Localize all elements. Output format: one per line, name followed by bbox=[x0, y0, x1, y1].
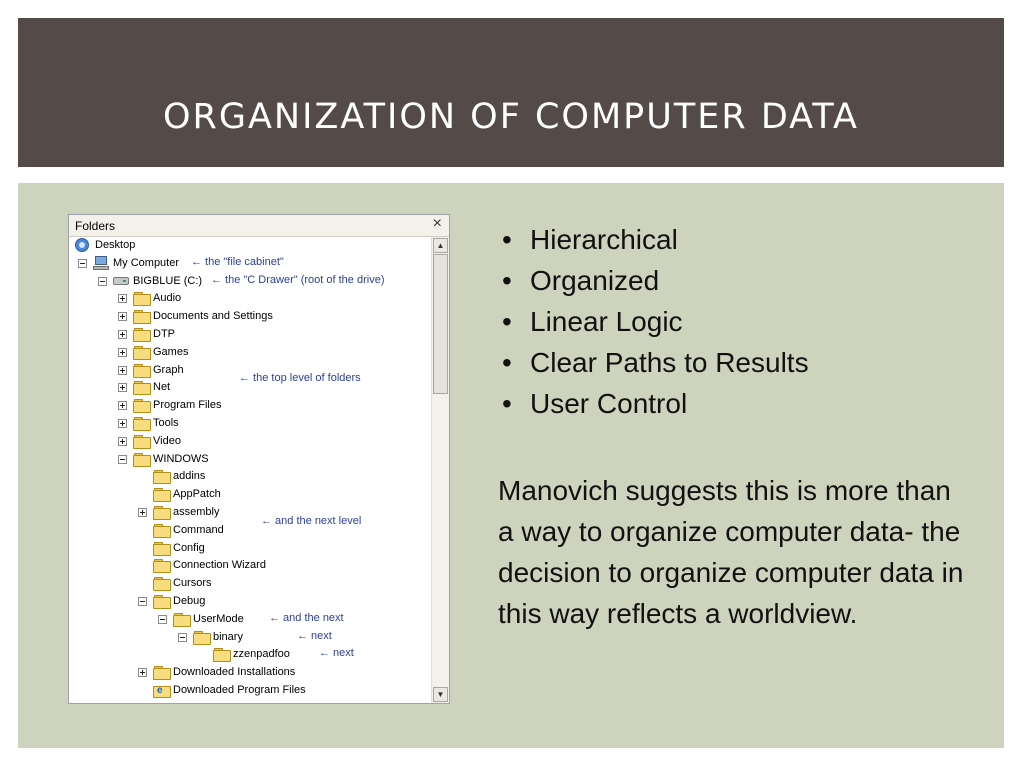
expand-toggle[interactable] bbox=[118, 366, 127, 375]
bullet-dot: • bbox=[502, 306, 512, 337]
bullet-item bbox=[498, 347, 978, 388]
tree-row[interactable] bbox=[69, 255, 431, 273]
desktop-icon bbox=[75, 238, 89, 252]
folder-body bbox=[173, 615, 191, 627]
bullet-text: Clear Paths to Results bbox=[530, 347, 809, 378]
tree-item-label: Video bbox=[153, 434, 181, 447]
bullet-item bbox=[498, 224, 978, 265]
folder-icon bbox=[133, 328, 150, 341]
tree-item-label: Documents and Settings bbox=[153, 310, 273, 323]
collapse-toggle[interactable] bbox=[118, 455, 127, 464]
tree-item-label: Desktop bbox=[95, 239, 136, 251]
folder-body bbox=[133, 437, 151, 449]
bullet-item bbox=[498, 265, 978, 306]
annotation-note: ← the "file cabinet" bbox=[191, 255, 284, 268]
folder-icon bbox=[193, 631, 210, 644]
slide-title: ORGANIZATION OF COMPUTER DATA bbox=[162, 97, 859, 137]
folder-body bbox=[153, 668, 171, 680]
tree-item-label: My Computer bbox=[113, 256, 180, 269]
tree-row[interactable] bbox=[69, 308, 431, 326]
expand-toggle[interactable] bbox=[118, 348, 127, 357]
tree-item-label: DTP bbox=[153, 328, 175, 340]
web-badge-glyph: e bbox=[157, 685, 163, 696]
tree-row[interactable] bbox=[69, 344, 431, 362]
folder-body bbox=[153, 561, 171, 573]
folder-body bbox=[133, 383, 151, 395]
tree-item-label: Tools bbox=[153, 417, 179, 429]
folder-icon bbox=[133, 435, 150, 448]
folder-icon bbox=[133, 453, 150, 466]
folder-icon bbox=[153, 506, 170, 519]
bullet-list bbox=[498, 224, 978, 429]
annotation-top-level: ← the top level of folders bbox=[239, 371, 361, 384]
expand-toggle[interactable] bbox=[138, 668, 147, 677]
web-badge bbox=[153, 684, 169, 697]
folder-icon bbox=[153, 524, 170, 537]
bullet-dot: • bbox=[502, 347, 512, 378]
tree-item-label: Cursors bbox=[173, 577, 212, 590]
computer-icon bbox=[93, 256, 109, 270]
tree-row[interactable] bbox=[69, 593, 431, 611]
folder-body bbox=[133, 294, 151, 306]
expand-toggle[interactable] bbox=[118, 330, 127, 339]
tree-item-label: Debug bbox=[173, 595, 206, 607]
tree-row[interactable] bbox=[69, 415, 431, 433]
folder-icon bbox=[153, 595, 170, 608]
expand-toggle[interactable] bbox=[118, 437, 127, 446]
tree-row[interactable] bbox=[69, 629, 431, 647]
collapse-toggle[interactable] bbox=[78, 259, 87, 268]
tree-row[interactable] bbox=[69, 273, 431, 291]
tree-row[interactable] bbox=[69, 326, 431, 344]
folder-body bbox=[133, 455, 151, 467]
tree-item-label: Downloaded Program Files bbox=[173, 684, 306, 696]
drive-icon bbox=[113, 277, 129, 285]
bullet-item bbox=[498, 388, 978, 429]
folder-body bbox=[133, 401, 151, 413]
scrollbar-thumb[interactable] bbox=[433, 254, 448, 394]
folder-icon bbox=[133, 417, 150, 430]
tree-item-label: AppPatch bbox=[173, 488, 221, 501]
tree-item-label: Config bbox=[173, 541, 205, 554]
folder-body bbox=[133, 419, 151, 431]
tree-item-label: Net bbox=[153, 381, 171, 394]
tree-item-label: Program Files bbox=[153, 399, 222, 412]
tree-row[interactable] bbox=[69, 575, 431, 593]
tree-row[interactable] bbox=[69, 540, 431, 558]
folder-icon bbox=[133, 292, 150, 305]
scroll-up-button[interactable]: ▲ bbox=[433, 238, 448, 253]
tree-row[interactable] bbox=[69, 433, 431, 451]
folder-icon bbox=[133, 310, 150, 323]
computer-screen bbox=[95, 256, 107, 265]
tree-item-label: Command bbox=[173, 523, 224, 536]
folder-body bbox=[133, 348, 151, 360]
tree-item-label: assembly bbox=[173, 506, 220, 518]
folder-icon bbox=[153, 666, 170, 679]
folder-icon bbox=[133, 364, 150, 377]
tree-row[interactable] bbox=[69, 397, 431, 415]
folder-icon bbox=[153, 559, 170, 572]
tree-item-label: addins bbox=[173, 470, 206, 483]
folders-pane bbox=[68, 214, 450, 704]
folder-icon bbox=[153, 470, 170, 483]
folders-header bbox=[69, 215, 449, 237]
tree-item-label: Audio bbox=[153, 292, 182, 305]
title-bar bbox=[18, 18, 1004, 167]
folder-icon bbox=[173, 613, 190, 626]
bullet-dot: • bbox=[502, 224, 512, 255]
tree-item-label: binary bbox=[213, 630, 243, 643]
folder-icon bbox=[213, 648, 230, 661]
folder-body bbox=[133, 312, 151, 324]
collapse-toggle[interactable] bbox=[138, 597, 147, 606]
tree-item-label: UserMode bbox=[193, 612, 244, 625]
folder-body bbox=[133, 366, 151, 378]
tree-row[interactable] bbox=[69, 646, 431, 664]
folder-icon bbox=[153, 577, 170, 590]
tree-item-label: Connection Wizard bbox=[173, 559, 266, 572]
tree-row[interactable] bbox=[69, 290, 431, 308]
folder-body bbox=[193, 633, 211, 645]
bullet-text: Hierarchical bbox=[530, 224, 678, 255]
web-folder-icon bbox=[153, 684, 170, 697]
computer-base bbox=[93, 266, 109, 270]
tree-item-label: Graph bbox=[153, 363, 184, 376]
folder-body bbox=[133, 330, 151, 342]
expand-toggle[interactable] bbox=[118, 401, 127, 410]
scroll-down-button[interactable]: ▼ bbox=[433, 687, 448, 702]
folder-icon bbox=[133, 381, 150, 394]
tree-row[interactable] bbox=[69, 504, 431, 522]
folders-label: Folders bbox=[75, 219, 116, 233]
folder-icon bbox=[133, 346, 150, 359]
bullet-item bbox=[498, 306, 978, 347]
tree-row[interactable] bbox=[69, 664, 431, 682]
annotation-note: ← the "C Drawer" (root of the drive) bbox=[211, 273, 385, 286]
tree-item-label: WINDOWS bbox=[153, 452, 209, 465]
annotation-note: ← and the next bbox=[269, 611, 344, 624]
tree-row[interactable] bbox=[69, 611, 431, 629]
tree-row[interactable] bbox=[69, 468, 431, 486]
folder-icon bbox=[133, 399, 150, 412]
folder-icon bbox=[153, 542, 170, 555]
collapse-toggle[interactable] bbox=[178, 633, 187, 642]
tree-row[interactable] bbox=[69, 522, 431, 540]
tree-row[interactable] bbox=[69, 557, 431, 575]
expand-toggle[interactable] bbox=[138, 508, 147, 517]
tree-item-label: zzenpadfoo bbox=[233, 648, 290, 661]
folder-icon bbox=[153, 488, 170, 501]
annotation-note: ← next bbox=[297, 629, 332, 642]
folder-body bbox=[153, 544, 171, 556]
annotation-next-level: ← and the next level bbox=[261, 515, 362, 527]
folder-body bbox=[153, 508, 171, 520]
body-paragraph: Manovich suggests this is more than a way to organize computer data- the decision to organize computer data in this way reflects a worldview. bbox=[498, 475, 964, 629]
folder-body bbox=[153, 526, 171, 538]
annotation-note: ← next bbox=[319, 647, 354, 660]
tree-row[interactable] bbox=[69, 451, 431, 469]
bullet-text: Organized bbox=[530, 265, 660, 296]
tree-row[interactable] bbox=[69, 237, 431, 255]
folder-body bbox=[153, 579, 171, 591]
expand-toggle[interactable] bbox=[118, 312, 127, 321]
bullet-dot: • bbox=[502, 265, 512, 296]
tree-row[interactable] bbox=[69, 682, 431, 700]
bullet-text: Linear Logic bbox=[530, 306, 683, 337]
close-icon[interactable]: × bbox=[432, 215, 442, 232]
tree-row[interactable] bbox=[69, 486, 431, 504]
tree-item-label: Downloaded Installations bbox=[173, 666, 296, 679]
folder-body bbox=[153, 472, 171, 484]
folder-tree bbox=[69, 237, 431, 703]
folder-body bbox=[213, 650, 231, 662]
expand-toggle[interactable] bbox=[118, 383, 127, 392]
collapse-toggle[interactable] bbox=[158, 615, 167, 624]
expand-toggle[interactable] bbox=[118, 294, 127, 303]
vertical-scrollbar[interactable] bbox=[431, 237, 449, 703]
collapse-toggle[interactable] bbox=[98, 277, 107, 286]
expand-toggle[interactable] bbox=[118, 419, 127, 428]
tree-item-label: Games bbox=[153, 345, 189, 358]
folder-body bbox=[153, 490, 171, 502]
folder-body bbox=[153, 597, 171, 609]
tree-item-label: BIGBLUE (C:) bbox=[133, 274, 203, 287]
bullet-dot: • bbox=[502, 388, 512, 419]
bullet-text: User Control bbox=[530, 388, 688, 419]
